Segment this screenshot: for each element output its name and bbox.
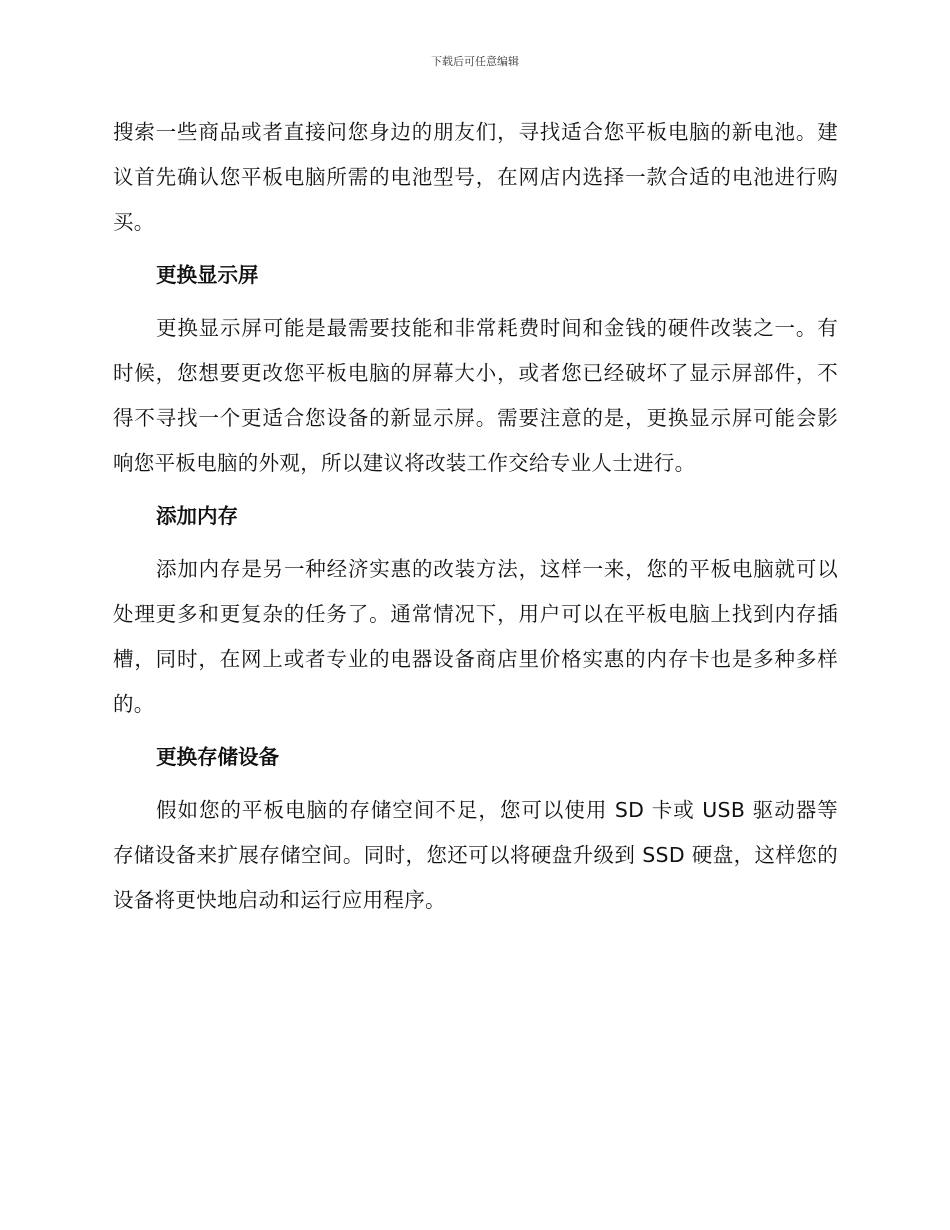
paragraph-battery: 搜索一些商品或者直接问您身边的朋友们，寻找适合您平板电脑的新电池。建议首先确认您平板电脑所需的电池型号，在网店内选择一款合适的电池进行购买。 <box>113 120 838 234</box>
document-body <box>113 110 838 923</box>
heading-replace-storage: 更换存储设备 <box>156 745 279 769</box>
heading-add-memory: 添加内存 <box>156 504 238 528</box>
page-header: 下载后可任意编辑 <box>431 55 519 68</box>
paragraph-add-memory: 添加内存是另一种经济实惠的改装方法，这样一来，您的平板电脑就可以处理更多和更复杂的任务了。通常情况下，用户可以在平板电脑上找到内存插槽，同时，在网上或者专业的电器设备商店里价格实惠的内存卡也是多种多样的。 <box>113 557 838 716</box>
paragraph-replace-display: 更换显示屏可能是最需要技能和非常耗费时间和金钱的硬件改装之一。有时候，您想要更改您平板电脑的屏幕大小，或者您已经破坏了显示屏部件，不得不寻找一个更适合您设备的新显示屏。需要注意的是，更换显示屏可能会影响您平板电脑的外观，所以建议将改装工作交给专业人士进行。 <box>113 316 838 475</box>
heading-replace-display: 更换显示屏 <box>156 263 259 287</box>
paragraph-replace-storage: 假如您的平板电脑的存储空间不足，您可以使用 SD 卡或 USB 驱动器等存储设备来扩展存储空间。同时，您还可以将硬盘升级到 SSD 硬盘，这样您的设备将更快地启动和运行应用程序。 <box>113 798 838 912</box>
